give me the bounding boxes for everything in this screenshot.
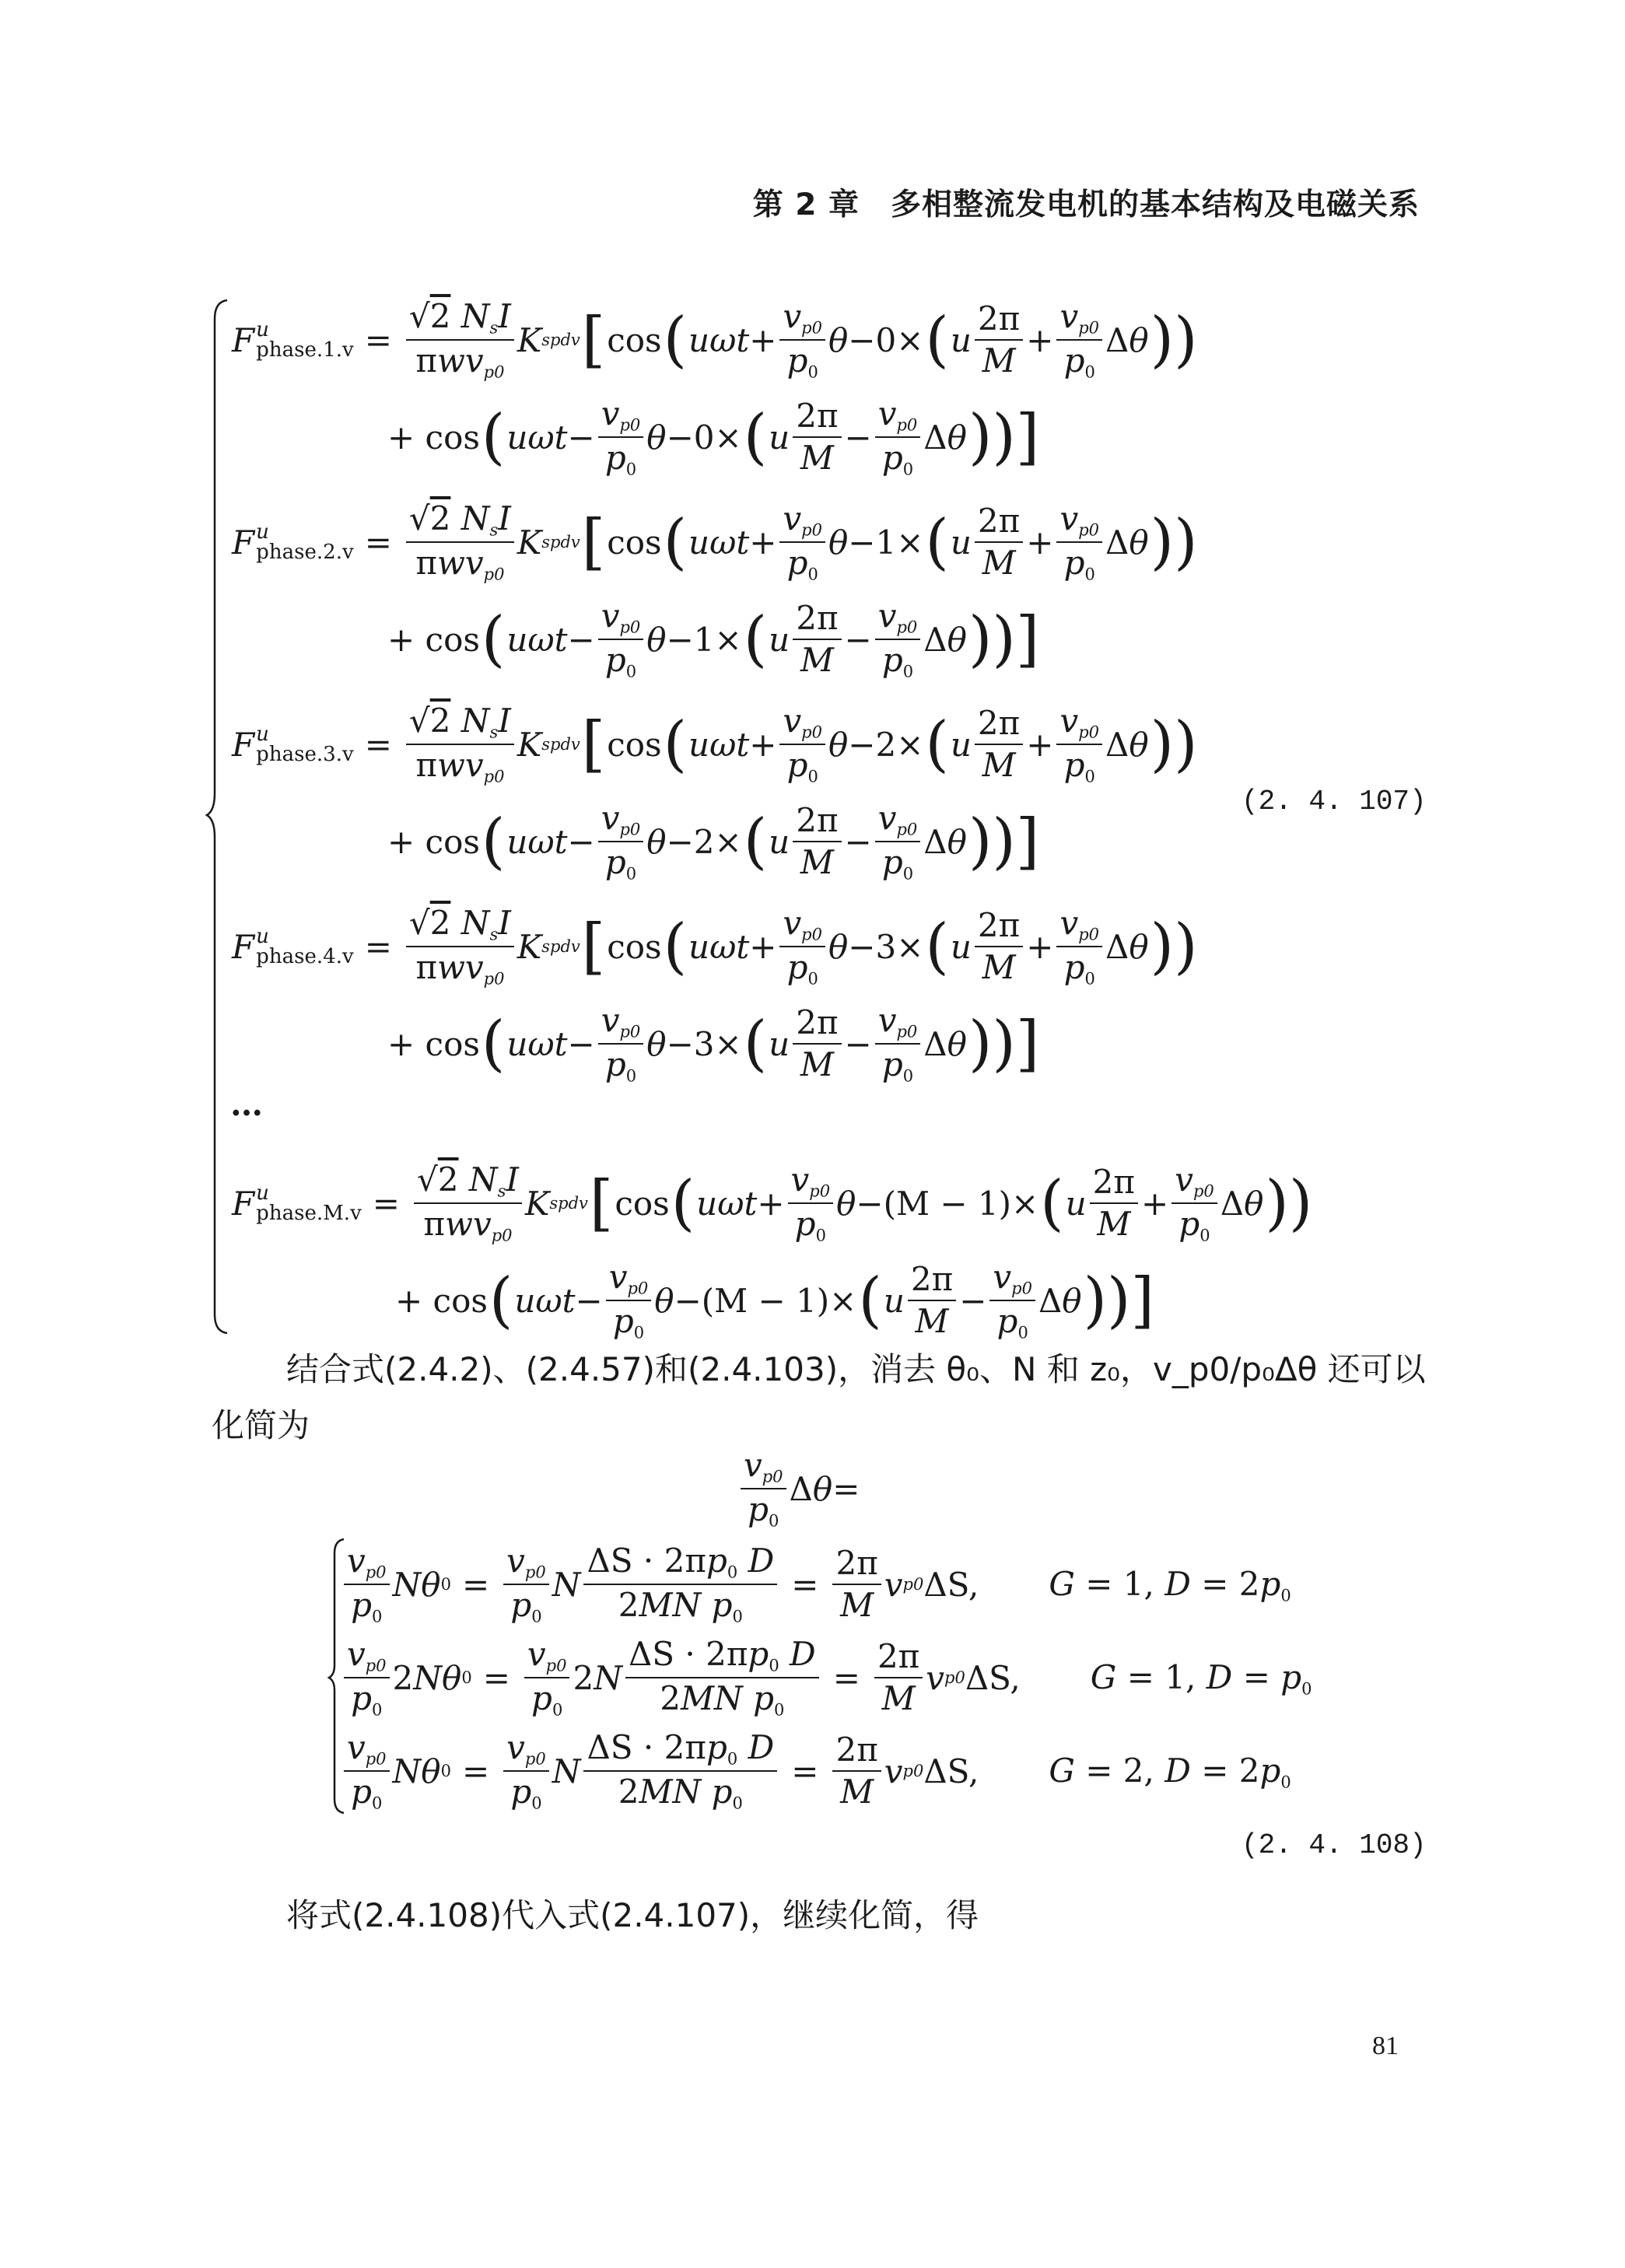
fraction: $\frac{v_{p0}}{p_0}$ (779, 502, 825, 583)
fraction: $\frac{2\pi}{M}$ (1090, 1165, 1138, 1241)
fraction: $\frac{v_{p0}}{p_0}$ (1056, 704, 1102, 786)
fraction: $\frac{√2 N_sI}{\pi wv_{p0}}$ (406, 299, 514, 381)
k-index: 2 (875, 725, 897, 764)
eq107-row-line2: + cos ( uωt − $\frac{v_{p0}}{p_0}$ θ − 1 × ( u $\frac{2\pi}{M}$ − $\frac{v_{p0}}{p_0}$ Δ θ ))] (387, 597, 1040, 681)
fraction: $\frac{√2 N_sI}{\pi wv_{p0}}$ (414, 1163, 522, 1244)
eq107-row-line1: F u phase.M.v = $\frac{√2 N_sI}{\pi wv_{p0}}$ K spdv [ cos ( uωt + $\frac{v_{p0}}{p_0}$ θ − (M − 1) × ( u $\frac{2\pi}{M}$ + $\frac{v_{p0}}{p_0}$ Δ θ )) (232, 1160, 1313, 1245)
fraction: $\frac{v_{p0}}{p_0}$ (875, 397, 921, 478)
fraction: $\frac{v_{p0}}{p_0}$ (606, 1260, 652, 1342)
fraction: $\frac{2\pi}{M}$ (832, 1733, 881, 1809)
fraction: $\frac{v_{p0}}{p_0}$ (875, 801, 921, 883)
case-condition: G = 2, $D = 2p_0$ (1049, 1751, 1291, 1792)
fraction: $\frac{v_{p0}}{p_0}$ (779, 704, 825, 786)
eq107-row-line2: + cos ( uωt − $\frac{v_{p0}}{p_0}$ θ − 2 × ( u $\frac{2\pi}{M}$ − $\frac{v_{p0}}{p_0}$ Δ θ ))] (387, 799, 1040, 884)
eq108-lhs: $\frac{v_{p0}}{p_0}$ Δ θ = (737, 1448, 860, 1530)
ellipsis: … (230, 1085, 264, 1123)
fraction: $\frac{v_{p0}}{p_0}$ (1171, 1163, 1217, 1244)
fraction: $\frac{v_{p0}}{p_0}$ (779, 906, 825, 988)
fraction: $\frac{v_{p0}}{p_0}$ (1056, 502, 1102, 583)
case-condition: G = 1, $D = p_0$ (1090, 1657, 1312, 1699)
paragraph2: 将式(2.4.108)代入式(2.4.107)，继续化简，得 (286, 1896, 979, 1934)
fraction: $\frac{2\pi}{M}$ (793, 803, 841, 880)
fraction: $\frac{√2 N_sI}{\pi wv_{p0}}$ (406, 502, 514, 583)
equation-number-108: (2. 4. 108) (1242, 1829, 1427, 1861)
fraction: $\frac{v_{p0}}{p_0}$ (503, 1731, 549, 1812)
k-index: 2 (693, 822, 715, 861)
eq108-case-row: $\frac{v_{p0}}{p_0}$ 2 N θ 0 = $\frac{v_{p0}}{p_0}$ 2 N $\frac{\Delta S \cdot 2\pi p_0 D}{2MN p_0}$ = $\frac{2\pi}{M}$ v p0 ΔS, G = 1, $D = p_0$ (341, 1637, 1312, 1719)
fraction: $\frac{v_{p0}}{p_0}$ (741, 1448, 786, 1530)
phase-subscript: phase.4.v (256, 945, 354, 969)
k-index: (M − 1) (701, 1281, 830, 1320)
fraction: $\frac{v_{p0}}{p_0}$ (344, 1544, 390, 1626)
phase-subscript: phase.2.v (256, 541, 354, 565)
fraction: $\frac{v_{p0}}{p_0}$ (1056, 906, 1102, 988)
page-number: 81 (1372, 2032, 1399, 2060)
eq108-case-row: $\frac{v_{p0}}{p_0}$ N θ 0 = $\frac{v_{p0}}{p_0}$ N $\frac{\Delta S \cdot 2\pi p_0 D}{2MN p_0}$ = $\frac{2\pi}{M}$ v p0 ΔS, G = 1, $D = 2p_0$ (341, 1544, 1291, 1626)
chapter-header: 第 2 章 多相整流发电机的基本结构及电磁关系 (752, 187, 1420, 222)
fraction: $\frac{2\pi}{M}$ (975, 706, 1023, 782)
fraction: $\frac{v_{p0}}{p_0}$ (875, 1003, 921, 1085)
eq108-case-row: $\frac{v_{p0}}{p_0}$ N θ 0 = $\frac{v_{p0}}{p_0}$ N $\frac{\Delta S \cdot 2\pi p_0 D}{2MN p_0}$ = $\frac{2\pi}{M}$ v p0 ΔS, G = 2, $D = 2p_0$ (341, 1731, 1291, 1812)
eq107-row-line1: F u phase.2.v = $\frac{√2 N_sI}{\pi wv_{p0}}$ K spdv [ cos ( uωt + $\frac{v_{p0}}{p_0}$ θ − 1 × ( u $\frac{2\pi}{M}$ + $\frac{v_{p0}}{p_0}$ Δ θ )) (232, 499, 1198, 584)
fraction: $\frac{v_{p0}}{p_0}$ (1056, 299, 1102, 381)
case-condition: G = 1, $D = 2p_0$ (1049, 1564, 1291, 1605)
left-brace-108 (327, 1536, 350, 1816)
fraction: $\frac{v_{p0}}{p_0}$ (598, 801, 644, 883)
fraction: $\frac{2\pi}{M}$ (793, 399, 841, 475)
k-index: 3 (693, 1024, 715, 1063)
fraction: $\frac{2\pi}{M}$ (793, 1006, 841, 1082)
fraction: $\frac{\Delta S \cdot 2\pi p_0 D}{2MN p_0}$ (583, 1731, 777, 1812)
fraction: $\frac{v_{p0}}{p_0}$ (344, 1637, 390, 1719)
eq107-row-line1: F u phase.1.v = $\frac{√2 N_sI}{\pi wv_{p0}}$ K spdv [ cos ( uωt + $\frac{v_{p0}}{p_0}$ θ − 0 × ( u $\frac{2\pi}{M}$ + $\frac{v_{p0}}{p_0}$ Δ θ )) (232, 297, 1198, 382)
eq107-row-line2: + cos ( uωt − $\frac{v_{p0}}{p_0}$ θ − 0 × ( u $\frac{2\pi}{M}$ − $\frac{v_{p0}}{p_0}$ Δ θ ))] (387, 394, 1040, 479)
fraction: $\frac{2\pi}{M}$ (832, 1546, 881, 1622)
fraction: $\frac{v_{p0}}{p_0}$ (598, 1003, 644, 1085)
k-index: 1 (693, 620, 715, 659)
fraction: $\frac{2\pi}{M}$ (975, 908, 1023, 985)
fraction: $\frac{v_{p0}}{p_0}$ (524, 1637, 570, 1719)
fraction: $\frac{2\pi}{M}$ (908, 1262, 956, 1339)
fraction: $\frac{2\pi}{M}$ (975, 504, 1023, 580)
eq107-row-line1: F u phase.3.v = $\frac{√2 N_sI}{\pi wv_{p0}}$ K spdv [ cos ( uωt + $\frac{v_{p0}}{p_0}$ θ − 2 × ( u $\frac{2\pi}{M}$ + $\frac{v_{p0}}{p_0}$ Δ θ )) (232, 702, 1198, 786)
k-index: 0 (875, 320, 897, 359)
eq107-row-line1: F u phase.4.v = $\frac{√2 N_sI}{\pi wv_{p0}}$ K spdv [ cos ( uωt + $\frac{v_{p0}}{p_0}$ θ − 3 × ( u $\frac{2\pi}{M}$ + $\frac{v_{p0}}{p_0}$ Δ θ )) (232, 904, 1198, 989)
fraction: $\frac{v_{p0}}{p_0}$ (788, 1163, 834, 1244)
phase-subscript: phase.1.v (256, 338, 354, 362)
k-index: 1 (875, 523, 897, 562)
left-brace-107 (204, 296, 235, 1338)
eq107-row-line2: + cos ( uωt − $\frac{v_{p0}}{p_0}$ θ − (M − 1) × ( u $\frac{2\pi}{M}$ − $\frac{v_{p0}}{p_0}$ Δ θ ))] (395, 1258, 1154, 1342)
fraction: $\frac{v_{p0}}{p_0}$ (344, 1731, 390, 1812)
paragraph1-line2: 化简为 (212, 1406, 310, 1444)
fraction: $\frac{v_{p0}}{p_0}$ (598, 397, 644, 478)
k-index: (M − 1) (883, 1184, 1011, 1223)
eq107-row-line2: + cos ( uωt − $\frac{v_{p0}}{p_0}$ θ − 3 × ( u $\frac{2\pi}{M}$ − $\frac{v_{p0}}{p_0}$ Δ θ ))] (387, 1001, 1040, 1086)
fraction: $\frac{\Delta S \cdot 2\pi p_0 D}{2MN p_0}$ (583, 1544, 777, 1626)
fraction: $\frac{2\pi}{M}$ (793, 601, 841, 677)
fraction: $\frac{v_{p0}}{p_0}$ (598, 599, 644, 681)
fraction: $\frac{2\pi}{M}$ (975, 302, 1023, 378)
fraction: $\frac{v_{p0}}{p_0}$ (779, 299, 825, 381)
fraction: $\frac{2\pi}{M}$ (874, 1640, 923, 1716)
fraction: $\frac{v_{p0}}{p_0}$ (989, 1260, 1035, 1342)
phase-subscript: phase.3.v (256, 743, 354, 767)
fraction: $\frac{√2 N_sI}{\pi wv_{p0}}$ (406, 906, 514, 988)
fraction: $\frac{\Delta S \cdot 2\pi p_0 D}{2MN p_0}$ (625, 1637, 819, 1719)
paragraph1-line1: 结合式(2.4.2)、(2.4.57)和(2.4.103)，消去 θ₀、N 和 z₀，v_p0/p₀Δθ 还可以 (286, 1350, 1426, 1388)
k-index: 3 (875, 927, 897, 966)
fraction: $\frac{v_{p0}}{p_0}$ (875, 599, 921, 681)
phase-subscript: phase.M.v (256, 1202, 362, 1226)
equation-number-107: (2. 4. 107) (1242, 786, 1427, 817)
fraction: $\frac{v_{p0}}{p_0}$ (503, 1544, 549, 1626)
fraction: $\frac{√2 N_sI}{\pi wv_{p0}}$ (406, 704, 514, 786)
k-index: 0 (693, 418, 715, 457)
